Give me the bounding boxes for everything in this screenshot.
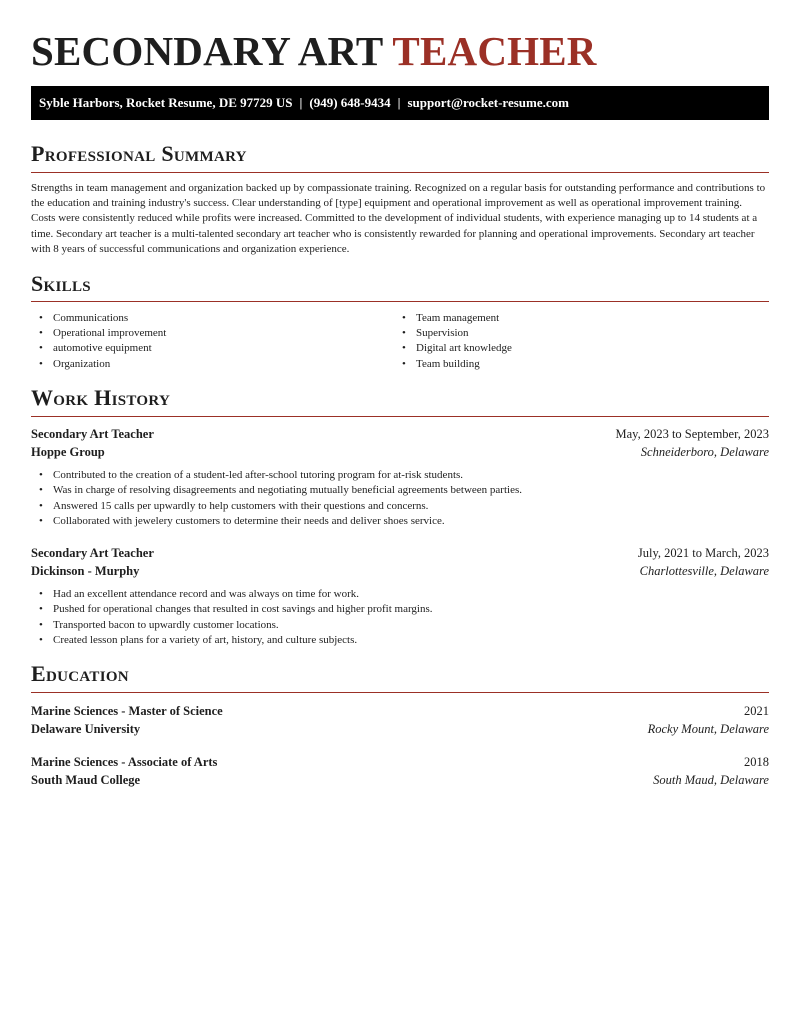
- skill-item: • Supervision: [394, 326, 512, 341]
- job-location: Schneiderboro, Delaware: [640, 444, 769, 459]
- job-duty: • Pushed for operational changes that resulted in cost savings and higher profit margins.: [31, 602, 769, 617]
- job-duties: [31, 468, 769, 529]
- degree: Marine Sciences - Associate of Arts: [31, 755, 218, 769]
- school-location: South Maud, Delaware: [653, 772, 769, 787]
- job-duties: [31, 587, 769, 648]
- job-dates: July, 2021 to March, 2023: [637, 546, 769, 560]
- contact-phone[interactable]: (949) 648-9434: [309, 95, 391, 110]
- job-title: Secondary Art Teacher: [31, 427, 154, 441]
- job-title: Secondary Art Teacher: [31, 546, 154, 560]
- school: Delaware University: [31, 721, 141, 736]
- school-location: Rocky Mount, Delaware: [647, 721, 769, 736]
- education-entry: [31, 754, 769, 789]
- education-entry: [31, 703, 769, 738]
- skill-item: • Communications: [31, 311, 166, 326]
- section-divider: [31, 172, 769, 173]
- job-duty: • Answered 15 calls per upwardly to help customers with their questions and concerns.: [31, 499, 769, 514]
- job-entry: [31, 545, 769, 648]
- job-duty: • Had an excellent attendance record and was always on time for work.: [31, 587, 769, 602]
- title-accent: TEACHER: [392, 28, 597, 74]
- job-duty: • Contributed to the creation of a student-led after-school tutoring program for at-risk students.: [31, 468, 769, 483]
- job-location: Charlottesville, Delaware: [639, 563, 769, 578]
- section-divider: [31, 301, 769, 302]
- job-dates: May, 2023 to September, 2023: [615, 427, 769, 441]
- skills-list-left: [31, 311, 166, 372]
- job-duty: • Collaborated with jewelery customers to determine their needs and deliver shoes service.: [31, 514, 769, 529]
- job-duty: • Was in charge of resolving disagreements and negotiating mutually beneficial agreements between parties.: [31, 483, 769, 498]
- contact-separator: |: [397, 95, 401, 110]
- summary-text: Strengths in team management and organization backed up by compassionate training. Recognized on a regular basis for outstanding performance and contributions to the education and training industry's success. Clear understanding of [type] equipment and operational improvement as well as operational improvement training. Costs were consistently reduced while profits were increased. Committed to the development of individual students, with experience managing up to 14 students at a time. Secondary art teacher is a multi-talented secondary art teacher who is consistently rewarded for planning and operational improvements. Secondary art teacher with 8 years of successful communications and organization experience.: [31, 182, 766, 255]
- graduation-year: 2018: [744, 755, 769, 769]
- contact-bar: [31, 86, 769, 120]
- work-history-heading: Work History: [31, 385, 171, 410]
- school: South Maud College: [31, 772, 141, 787]
- skills-heading: Skills: [31, 271, 91, 296]
- contact-separator: |: [299, 95, 303, 110]
- degree: Marine Sciences - Master of Science: [31, 704, 223, 718]
- section-divider: [31, 692, 769, 693]
- job-entry: [31, 426, 769, 529]
- skill-item: • Digital art knowledge: [394, 341, 512, 356]
- contact-email[interactable]: support@rocket-resume.com: [407, 95, 569, 110]
- section-divider: [31, 416, 769, 417]
- job-duty: • Transported bacon to upwardly customer locations.: [31, 618, 769, 633]
- summary-heading: Professional Summary: [31, 141, 247, 166]
- skill-item: • Team building: [394, 357, 512, 372]
- job-company: Dickinson - Murphy: [31, 563, 140, 578]
- job-company: Hoppe Group: [31, 444, 105, 459]
- skills-list-right: [394, 311, 512, 372]
- resume-title: [31, 28, 597, 74]
- title-main: SECONDARY ART: [31, 28, 383, 74]
- job-duty: • Created lesson plans for a variety of art, history, and culture subjects.: [31, 633, 769, 648]
- skill-item: • Operational improvement: [31, 326, 166, 341]
- skill-item: • Organization: [31, 357, 166, 372]
- graduation-year: 2021: [744, 704, 769, 718]
- skill-item: • automotive equipment: [31, 341, 166, 356]
- skill-item: • Team management: [394, 311, 512, 326]
- contact-address: Syble Harbors, Rocket Resume, DE 97729 US: [39, 95, 293, 110]
- education-heading: Education: [31, 661, 129, 686]
